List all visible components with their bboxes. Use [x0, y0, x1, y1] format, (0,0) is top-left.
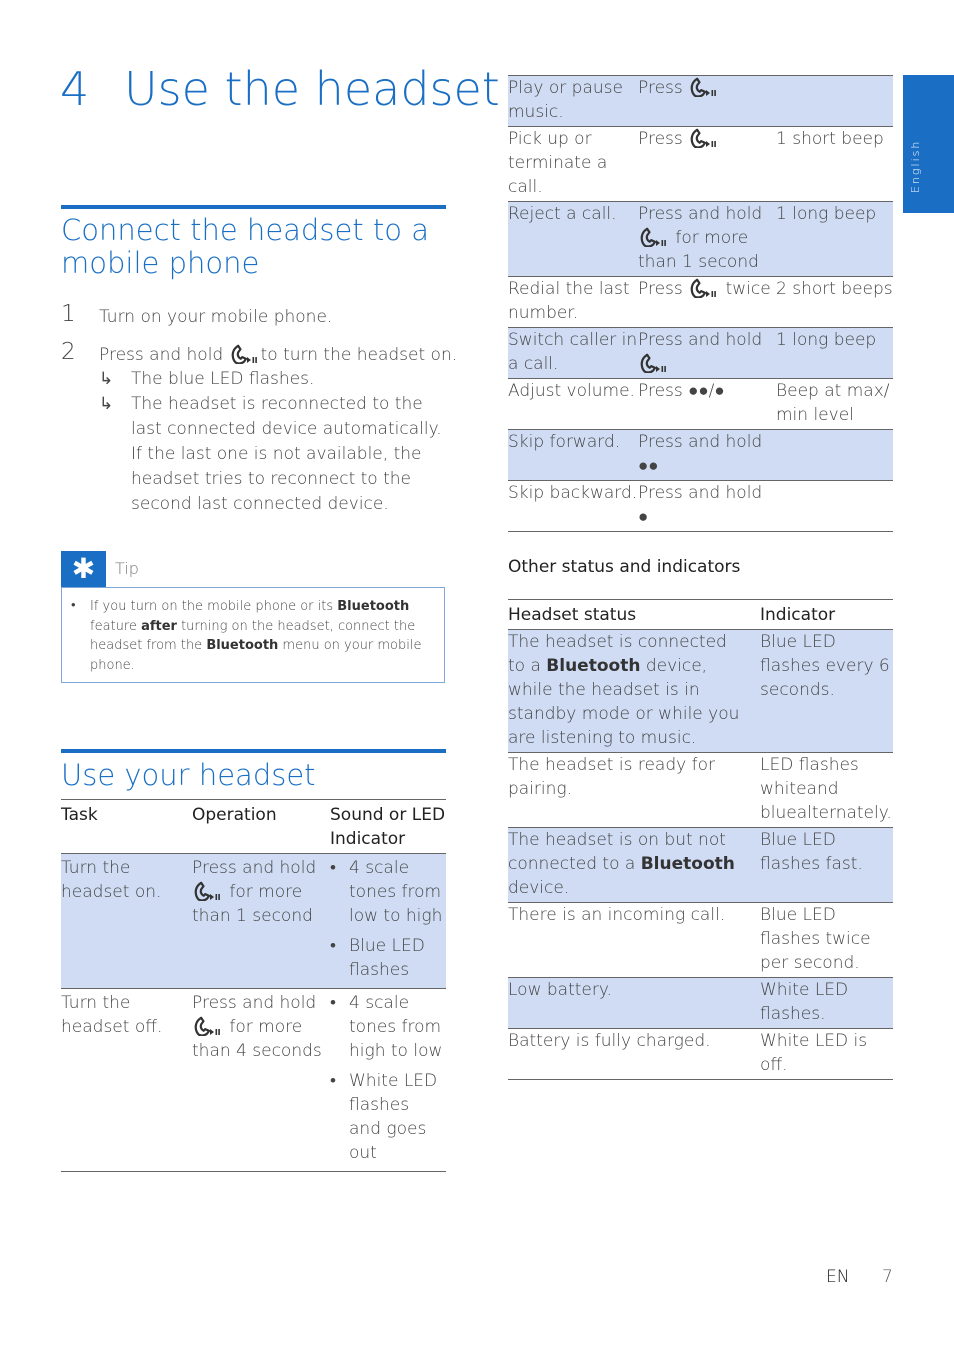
result-2: [99, 392, 444, 517]
task-cell: Skip forward.: [508, 430, 638, 481]
step-text-end: to turn the headset on.: [260, 345, 458, 365]
col-header-indicator: Sound or LED Indicator: [330, 800, 446, 854]
result-text: The headset is reconnected to the last connected device automatically. If the last one is not available, the headset tries to reconnect to the second last connected device.: [131, 394, 442, 514]
phone-play-pause-icon: [638, 227, 670, 247]
indicator-cell: Blue LED flashes twice per second.: [760, 903, 893, 978]
operation-cell: Press: [638, 127, 776, 202]
indicator-cell: [330, 989, 446, 1172]
col-header-status: Headset status: [508, 600, 760, 630]
task-cell: Turn the headset off.: [61, 989, 192, 1172]
indicator-cell: White LED is off.: [760, 1029, 893, 1080]
page-number: 7: [882, 1267, 893, 1287]
operations-table: [508, 75, 893, 532]
operation-cell: Press twice: [638, 277, 776, 328]
table-row: [508, 481, 893, 532]
status-cell: The headset is ready for pairing.: [508, 753, 760, 828]
language-tab: [903, 75, 954, 213]
indicator-cell: [776, 430, 893, 481]
status-cell: Low battery.: [508, 978, 760, 1029]
use-table: [61, 799, 446, 1172]
indicator-cell: Blue LED flashes every 6 seconds.: [760, 630, 893, 753]
table-row: [508, 828, 893, 903]
phone-play-pause-icon: [192, 881, 224, 901]
section-divider: [61, 749, 446, 753]
table-row: [508, 903, 893, 978]
step-text: Press and hold: [99, 345, 224, 365]
step-text: Turn on your mobile phone.: [99, 307, 333, 327]
task-cell: Skip backward.: [508, 481, 638, 532]
table-row: [508, 430, 893, 481]
col-header-operation: Operation: [192, 800, 330, 854]
indicator-cell: LED flashes whiteand bluealternately.: [760, 753, 893, 828]
indicator-cell: [330, 854, 446, 989]
table-header-row: [508, 600, 893, 630]
tip-label: Tip: [115, 559, 139, 578]
indicator-cell: 2 short beeps: [776, 277, 893, 328]
task-cell: Switch caller in a call.: [508, 328, 638, 379]
table-row: [508, 753, 893, 828]
phone-play-pause-icon: [192, 1016, 224, 1036]
indicator-cell: 1 long beep: [776, 328, 893, 379]
status-cell: Battery is fully charged.: [508, 1029, 760, 1080]
task-cell: Play or pause music.: [508, 76, 638, 127]
table-row: [508, 1029, 893, 1080]
result-text: The blue LED flashes.: [131, 369, 315, 389]
col-header-indicator: Indicator: [760, 600, 893, 630]
section-title-connect: Connect the headset to a mobile phone: [61, 213, 429, 280]
step-number: 2: [61, 339, 76, 365]
indicator-cell: 1 long beep: [776, 202, 893, 277]
result-arrow-icon: ↳: [99, 369, 114, 389]
task-cell: Redial the last number.: [508, 277, 638, 328]
operation-cell: Press and hold ●●: [638, 430, 776, 481]
indicator-cell: 1 short beep: [776, 127, 893, 202]
task-cell: Turn the headset on.: [61, 854, 192, 989]
operation-cell: Press and hold for more than 1 second: [638, 202, 776, 277]
table-row: [508, 76, 893, 127]
list-item: • 4 scale tones from low to high: [330, 856, 446, 928]
status-cell: The headset is on but not connected to a Bluetooth device.: [508, 828, 760, 903]
operation-cell: Press ●●/●: [638, 379, 776, 430]
tip-text: If you turn on the mobile phone or its Bluetooth feature after turning on the headset, connect the headset from the Bluetooth menu on your mobile phone.: [90, 599, 422, 673]
step-1: [61, 301, 446, 331]
list-item: • 4 scale tones from high to low: [330, 991, 446, 1063]
chapter-number: 4: [60, 62, 90, 116]
indicator-cell: [776, 481, 893, 532]
chapter-title-text: Use the headset: [124, 62, 500, 116]
table-row: [61, 854, 446, 989]
section-title-use: Use your headset: [61, 758, 316, 792]
operation-cell: Press and hold for more than 4 seconds: [192, 989, 330, 1172]
section-divider: [61, 205, 446, 209]
task-cell: Pick up or terminate a call.: [508, 127, 638, 202]
operation-cell: Press and hold ●: [638, 481, 776, 532]
list-item: • White LED flashes and goes out: [330, 1069, 446, 1165]
table-row: [508, 127, 893, 202]
step-number: 1: [61, 301, 76, 327]
language-tab-label: English: [909, 139, 922, 193]
table-row: [508, 379, 893, 430]
result-arrow-icon: ↳: [99, 394, 114, 414]
list-item: • Blue LED flashes: [330, 934, 446, 982]
phone-play-pause-icon: [688, 77, 720, 97]
indicator-cell: [776, 76, 893, 127]
status-cell: There is an incoming call.: [508, 903, 760, 978]
operation-cell: Press: [638, 76, 776, 127]
step-2: [61, 339, 458, 369]
result-1: [99, 367, 444, 392]
task-cell: Reject a call.: [508, 202, 638, 277]
footer-language: EN: [826, 1267, 850, 1287]
tip-star-icon: ✱: [61, 551, 106, 587]
table-row: [508, 978, 893, 1029]
indicator-cell: Beep at max/ min level: [776, 379, 893, 430]
status-table: [508, 599, 893, 1080]
phone-play-pause-icon: [688, 128, 720, 148]
status-section-title: Other status and indicators: [508, 557, 741, 577]
table-row: [508, 202, 893, 277]
col-header-task: Task: [61, 800, 192, 854]
bullet-icon: •: [71, 598, 76, 613]
tip-header: [61, 551, 446, 587]
indicator-cell: Blue LED flashes fast.: [760, 828, 893, 903]
table-row: [508, 277, 893, 328]
phone-play-pause-icon: [638, 353, 670, 373]
table-row: [508, 630, 893, 753]
operation-cell: Press and hold: [638, 328, 776, 379]
table-row: [508, 328, 893, 379]
tip-box: [61, 587, 445, 683]
phone-play-pause-icon: [688, 278, 720, 298]
phone-play-pause-icon: [229, 344, 261, 364]
indicator-cell: White LED flashes.: [760, 978, 893, 1029]
table-header-row: [61, 800, 446, 854]
operation-cell: Press and hold for more than 1 second: [192, 854, 330, 989]
status-cell: The headset is connected to a Bluetooth device, while the headset is in standby mode or while you are listening to music.: [508, 630, 760, 753]
table-row: [61, 989, 446, 1172]
task-cell: Adjust volume.: [508, 379, 638, 430]
chapter-title: [60, 62, 500, 116]
